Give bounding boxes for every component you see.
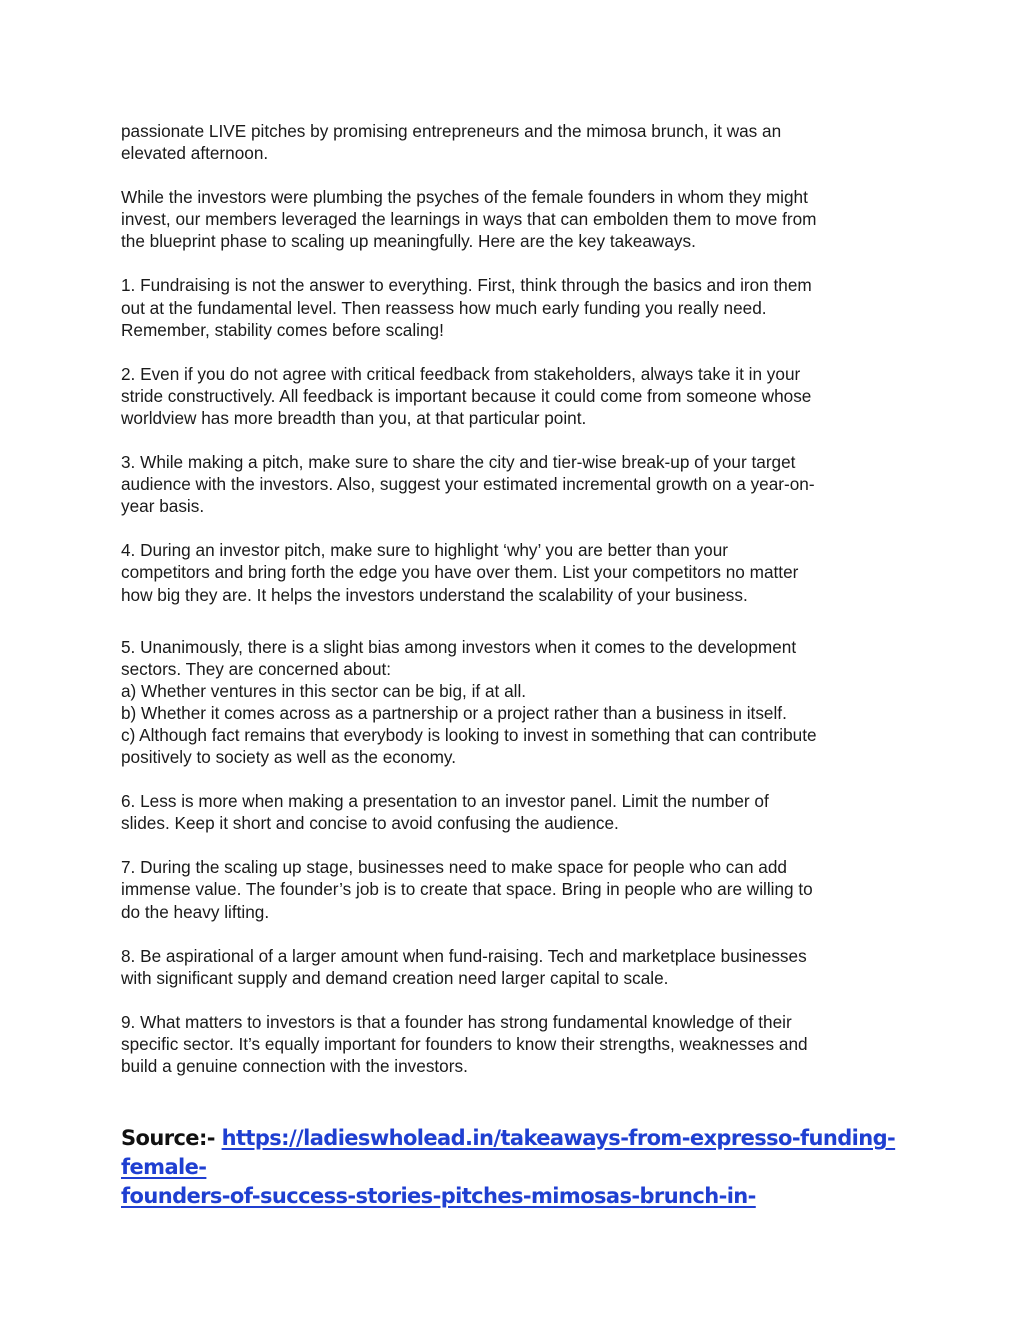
source-link[interactable]	[121, 1126, 895, 1208]
document-body	[121, 120, 911, 1077]
paragraph-spacer	[121, 164, 911, 186]
takeaway-7: 7. During the scaling up stage, businesses need to make space for people who can add immense value. The founder’s job is to create that space. Bring in people who are willing to do the heavy lifting.	[121, 857, 813, 922]
paragraph-spacer	[121, 834, 911, 856]
takeaway-5: 5. Unanimously, there is a slight bias among investors when it comes to the development sectors. They are concerned about: a) Whether ventures in this sector can be big, if at all. b) Whether it comes across as a partnership or a project rather than a business in itself. c) Although fact remains that everybody is looking to invest in something that can contribute positively to society as well as the economy.	[121, 636, 817, 768]
paragraph-spacer	[121, 768, 911, 790]
takeaway-2: 2. Even if you do not agree with critical feedback from stakeholders, always take it in your stride constructively. All feedback is important because it could come from someone whose worldview has more breadth than you, at that particular point.	[121, 363, 812, 428]
source-label: Source:-	[121, 1126, 215, 1150]
intro-paragraph-continued: passionate LIVE pitches by promising entrepreneurs and the mimosa brunch, it was an elevated afternoon.	[121, 121, 782, 164]
paragraph-spacer	[121, 923, 911, 945]
takeaway-8: 8. Be aspirational of a larger amount when fund-raising. Tech and marketplace businesses with significant supply and demand creation need larger capital to scale.	[121, 945, 807, 988]
source-link-line-1: https://ladieswholead.in/takeaways-from-expresso-funding-female-	[121, 1126, 896, 1179]
takeaway-9: 9. What matters to investors is that a founder has strong fundamental knowledge of their specific sector. It’s equally important for founders to know their strengths, weaknesses and build a genuine connection with the investors.	[121, 1011, 808, 1076]
paragraph-spacer	[121, 429, 911, 451]
paragraph-spacer	[121, 606, 911, 636]
paragraph-spacer	[121, 252, 911, 274]
takeaway-1: 1. Fundraising is not the answer to everything. First, think through the basics and iron them out at the fundamental level. Then reassess how much early funding you really need. Remember, stability comes before scaling!	[121, 275, 812, 340]
paragraph-spacer	[121, 989, 911, 1011]
source-citation	[121, 1124, 921, 1211]
paragraph-spacer	[121, 517, 911, 539]
takeaway-6: 6. Less is more when making a presentation to an investor panel. Limit the number of slides. Keep it short and concise to avoid confusing the audience.	[121, 791, 769, 834]
paragraph-spacer	[121, 341, 911, 363]
intro-paragraph: While the investors were plumbing the psyches of the female founders in whom they might invest, our members leveraged the learnings in ways that can embolden them to move from the blueprint phase to scaling up meaningfully. Here are the key takeaways.	[121, 187, 817, 252]
source-link-line-2: founders-of-success-stories-pitches-mimosas-brunch-in-	[121, 1184, 756, 1208]
takeaway-3: 3. While making a pitch, make sure to share the city and tier-wise break-up of your target audience with the investors. Also, suggest your estimated incremental growth on a year-on- year basis.	[121, 452, 815, 517]
takeaway-4: 4. During an investor pitch, make sure to highlight ‘why’ you are better than your competitors and bring forth the edge you have over them. List your competitors no matter how big they are. It helps the investors understand the scalability of your business.	[121, 540, 799, 605]
